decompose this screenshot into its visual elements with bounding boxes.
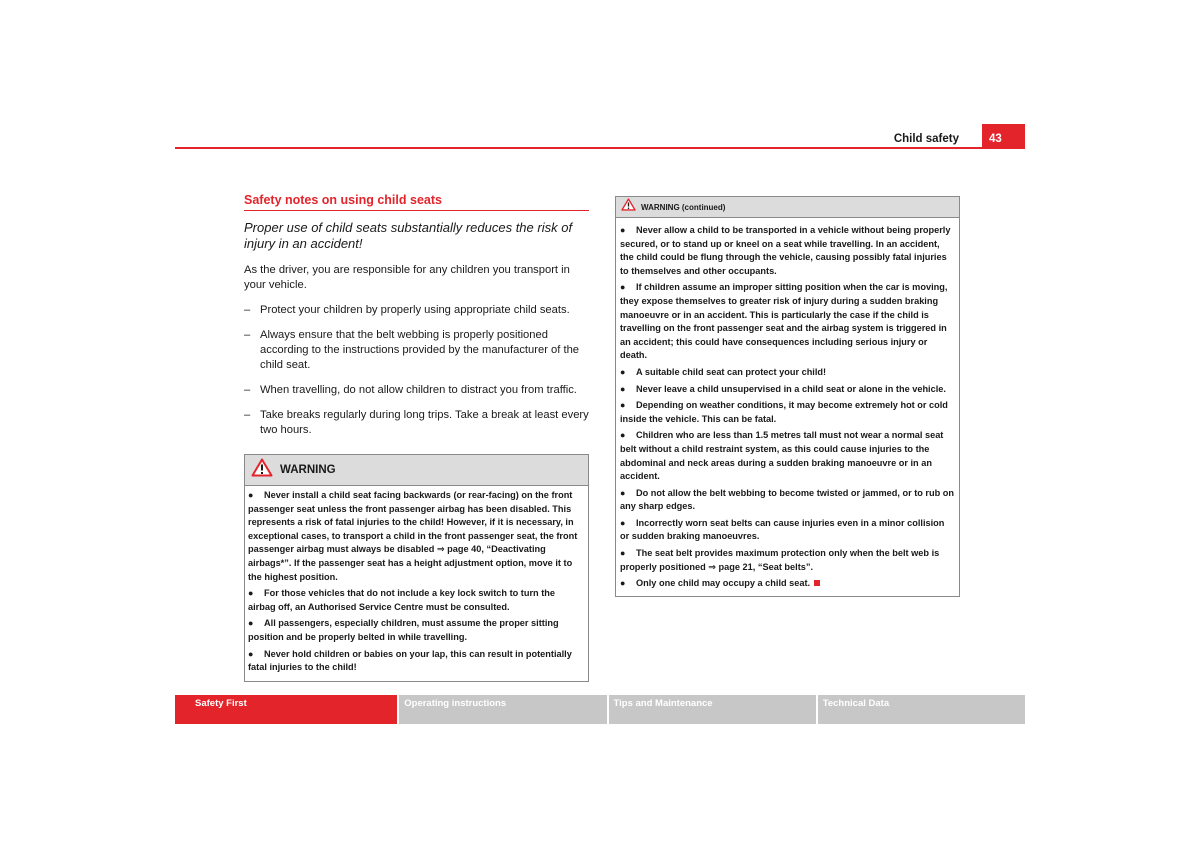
bullet-icon: ●	[248, 490, 254, 500]
warning-item: ● Never hold children or babies on your lap, this can result in potentially fatal injuries to the child!	[248, 648, 572, 673]
footer-tab-tips-and-maintenance[interactable]: Tips and Maintenance	[609, 695, 816, 724]
page-number-badge: 43	[982, 124, 1025, 149]
list-item: – Always ensure that the belt webbing is properly positioned according to the instructions provided by the manufacturer of the child seat.	[244, 328, 589, 373]
list-item: – Protect your children by properly using appropriate child seats.	[244, 303, 589, 318]
warning-item: ● A suitable child seat can protect your child!	[620, 366, 955, 380]
warning-header	[245, 455, 588, 486]
warning-body	[616, 218, 959, 596]
dash-list	[244, 303, 589, 438]
section-heading: Safety notes on using child seats	[244, 193, 589, 211]
warning-item: ● Never install a child seat facing backwards (or rear-facing) on the front passenger seat unless the front passenger airbag has been disabled. This represents a risk of fatal injuries to the child! However, if it is necessary, in exceptional cases, to transport a child in the front passenger seat, the front passenger airbag must always be disabled ⇒ page 40, “Deactivating airbags*”. If the passenger seat has a height adjustment option, move it to the highest position.	[248, 490, 578, 582]
warning-item: ● Depending on weather conditions, it may become extremely hot or cold inside the vehicle. This can be fatal.	[620, 400, 948, 424]
bullet-icon: ●	[620, 517, 626, 528]
footer-tab-technical-data[interactable]: Technical Data	[818, 695, 1025, 724]
warning-item: ● All passengers, especially children, must assume the proper sitting position and be properly belted in while travelling.	[248, 618, 559, 642]
bullet-icon: ●	[620, 548, 626, 559]
warning-item: ● If children assume an improper sitting position when the car is moving, they expose themselves to greater risk of injury during a sudden braking manoeuvre or in an accident. This is particularly the case if the child is travelling on the front passenger seat and the airbag system is triggered in an accident; this could have consequences including serious injury or death.	[620, 282, 948, 361]
warning-item: ● Never allow a child to be transported in a vehicle without being properly secured, or to stand up or kneel on a seat while travelling. In an accident, the child could be flung through the vehicle, causing possibly fatal injuries to themselves and other occupants.	[620, 225, 951, 276]
bullet-icon: ●	[620, 487, 626, 498]
bullet-icon: ●	[620, 366, 626, 377]
body-paragraph: As the driver, you are responsible for any children you transport in your vehicle.	[244, 264, 570, 291]
warning-item: ● The seat belt provides maximum protection only when the belt web is properly positioned ⇒ page 21, “Seat belts”.	[620, 548, 940, 572]
list-item: – When travelling, do not allow children to distract you from traffic.	[244, 383, 589, 398]
footer-tab-safety-first[interactable]: Safety First	[175, 695, 397, 724]
header-rule	[175, 147, 1025, 149]
bullet-icon: ●	[248, 618, 254, 629]
bullet-icon: ●	[620, 383, 626, 394]
warning-triangle-icon	[251, 458, 273, 482]
page-header-title: Child safety	[893, 133, 959, 145]
footer-nav	[175, 695, 1025, 724]
warning-header	[616, 197, 959, 218]
warning-item: ● Incorrectly worn seat belts can cause injuries even in a minor collision or sudden braking manoeuvres.	[620, 517, 945, 542]
warning-item: ● Do not allow the belt webbing to become twisted or jammed, or to rub on any sharp edges.	[620, 487, 955, 512]
warning-body	[245, 486, 588, 681]
bullet-icon: ●	[248, 588, 254, 599]
bullet-icon: ●	[248, 648, 254, 659]
warning-label: WARNING (continued)	[641, 202, 726, 212]
bullet-icon: ●	[620, 225, 626, 235]
bullet-icon: ●	[620, 282, 626, 293]
warning-item: ● Never leave a child unsupervised in a child seat or alone in the vehicle.	[620, 383, 955, 397]
left-column	[244, 193, 589, 682]
list-item: – Take breaks regularly during long trips. Take a break at least every two hours.	[244, 408, 589, 438]
warning-item: ● For those vehicles that do not include a key lock switch to turn the airbag off, an Authorised Service Centre must be consulted.	[248, 588, 555, 612]
bullet-icon: ●	[620, 400, 626, 411]
warning-item: ● Children who are less than 1.5 metres tall must not wear a normal seat belt without a child restraint system, as this could cause injuries to the abdominal and neck areas during a sudden braking manoeuvre or in an accident.	[620, 430, 944, 482]
intro-text: Proper use of child seats substantially reduces the risk of injury in an accident!	[244, 220, 573, 251]
bullet-icon: ●	[620, 430, 626, 441]
warning-label: WARNING	[280, 464, 336, 476]
bullet-icon: ●	[620, 578, 626, 589]
warning-item: ● Only one child may occupy a child seat.	[620, 577, 955, 591]
warning-triangle-icon	[621, 198, 636, 216]
footer-tab-operating-instructions[interactable]: Operating instructions	[399, 695, 606, 724]
warning-box	[244, 454, 589, 682]
end-square-icon	[814, 580, 820, 586]
warning-continued-box	[615, 196, 960, 597]
